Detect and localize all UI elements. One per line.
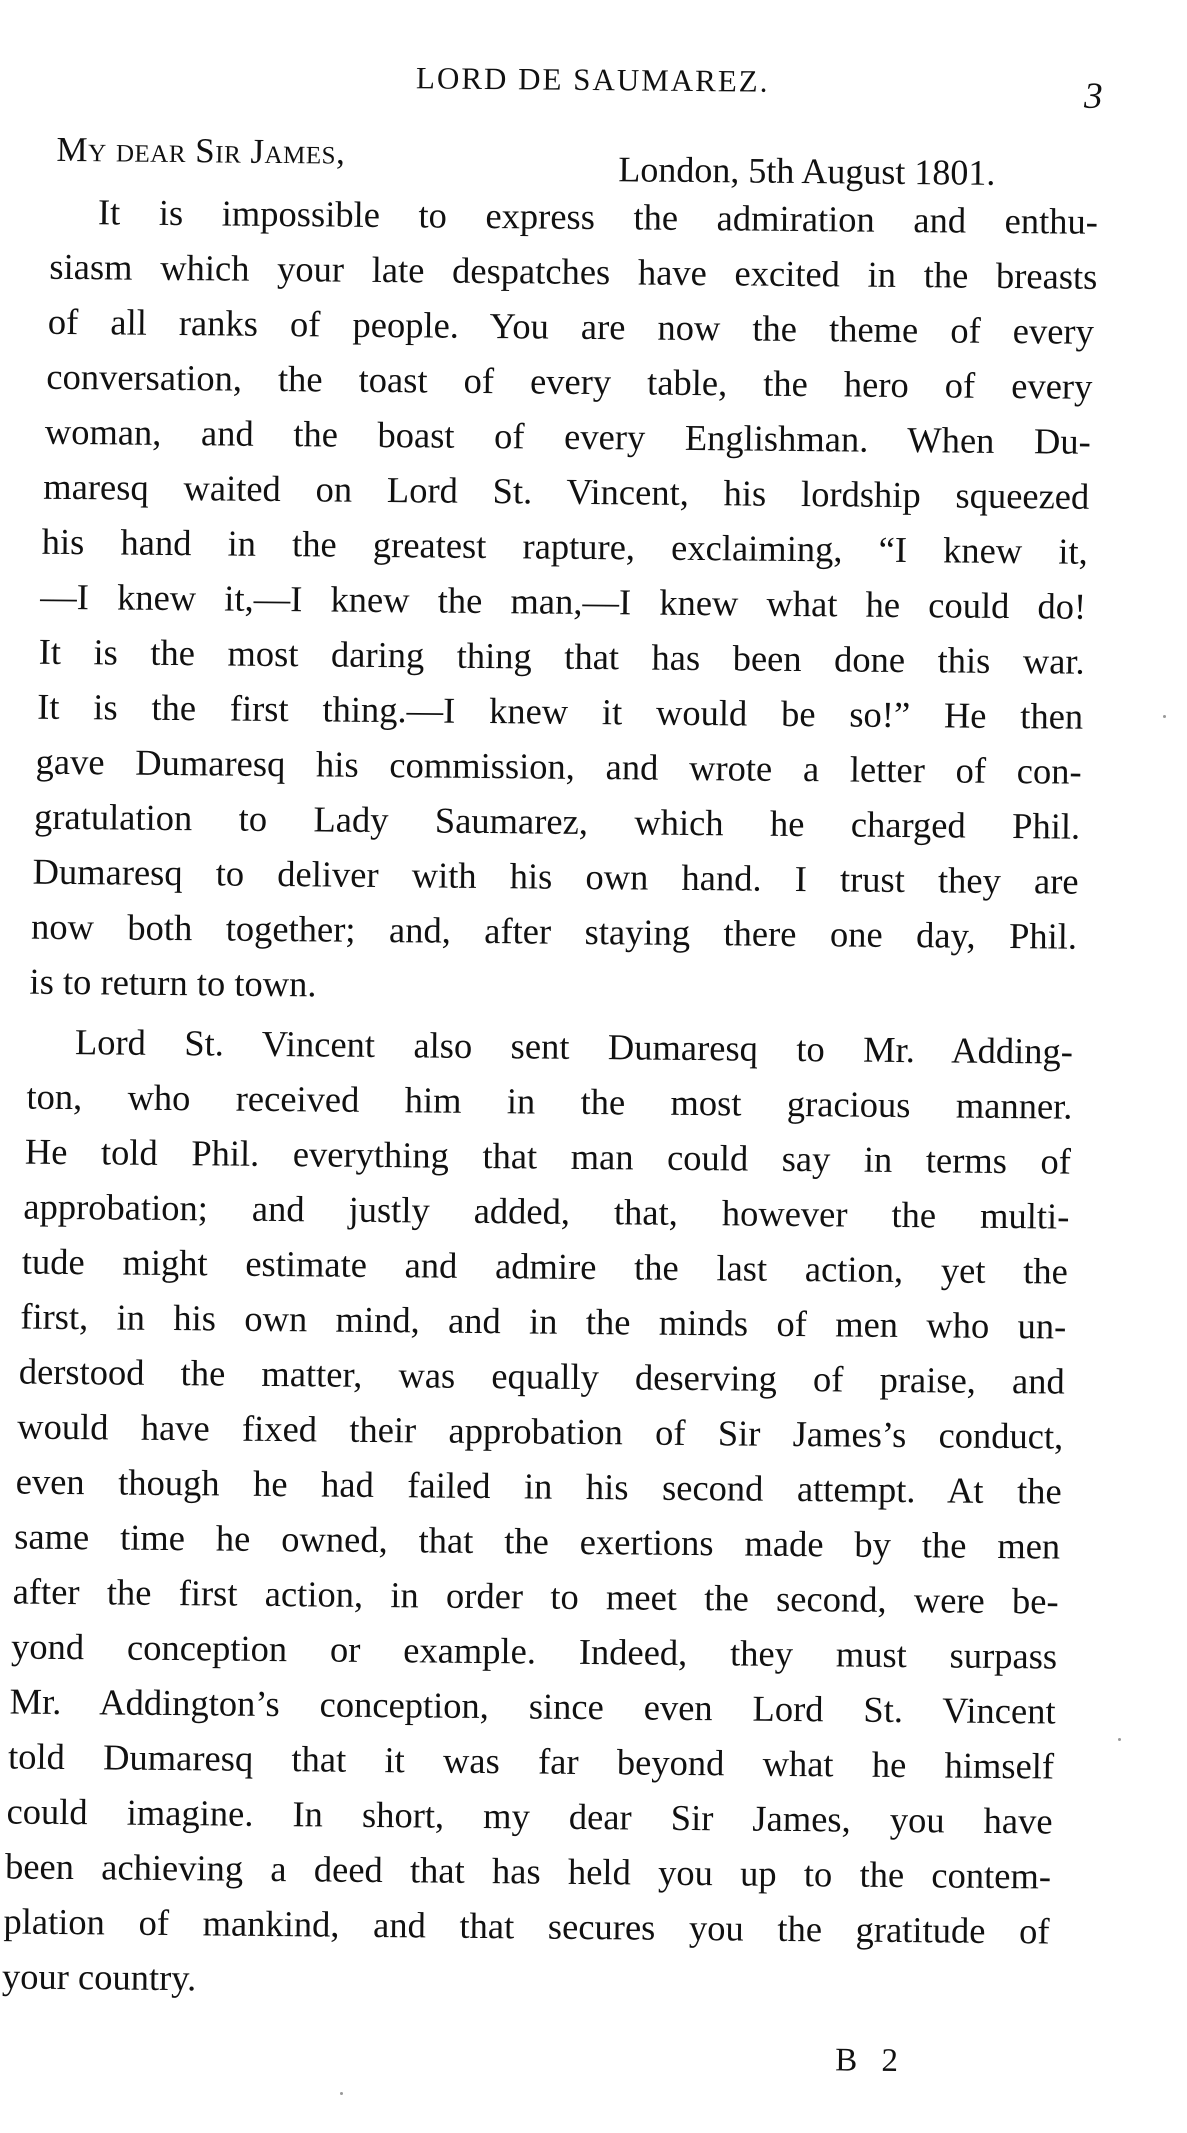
text-line: —I knew it,—I knew the man,—I knew what he could do! [40,575,1087,627]
text-line: Mr. Addington’s conception, since even Lord St. Vincent [9,1680,1056,1732]
text-line: He told Phil. everything that man could say in terms of [24,1130,1072,1182]
text-line: gave Dumaresq his commission, and wrote a letter of con- [35,740,1082,792]
text-line: yond conception or example. Indeed, they must surpass [10,1625,1058,1677]
text-line: derstood the matter, was equally deserving of praise, and [18,1350,1065,1402]
text-line: Lord St. Vincent also sent Dumaresq to Mr. Adding- [74,1021,1074,1072]
text-line: could imagine. In short, my dear Sir James, you have [6,1790,1053,1842]
text-line: ton, who received him in the most gracious manner. [26,1075,1073,1127]
text-line: after the first action, in order to meet the second, were be- [12,1570,1059,1622]
text-line: gratulation to Lady Saumarez, which he charged Phil. [33,795,1081,847]
text-line: same time he owned, that the exertions made by the men [14,1515,1061,1567]
text-line: told Dumaresq that it was far beyond what he himself [7,1735,1055,1787]
signature-mark: B 2 [835,2042,907,2080]
text-line: siasm which your late despatches have excited in the breasts [49,245,1098,297]
text-line: tude might estimate and admire the last action, yet the [21,1240,1069,1292]
text-line: maresq waited on Lord St. Vincent, his lordship squeezed [43,465,1090,517]
text-line: It is the most daring thing that has been done this war. [38,630,1085,682]
paper-speck [1163,715,1166,718]
letter-salutation: My dear Sir James, [56,129,346,172]
text-line: It is the first thing.—I knew it would be so!” He then [36,685,1084,737]
text-line: is to return to town. [29,960,317,1005]
text-line: conversation, the toast of every table, the hero of every [46,355,1093,407]
text-line: plation of mankind, and that secures you the gratitude of [3,1900,1050,1952]
text-line: Dumaresq to deliver with his own hand. I trust they are [32,850,1079,902]
text-line: even though he had failed in his second attempt. At the [15,1460,1062,1512]
text-line: first, in his own mind, and in the minds of men who un- [20,1295,1067,1347]
text-line: approbation; and justly added, that, however the multi- [23,1185,1070,1237]
paper-speck [340,2092,343,2095]
text-line: It is impossible to express the admiration and enthu- [97,191,1099,242]
text-line: of all ranks of people. You are now the theme of every [47,300,1095,352]
letter-dateline: London, 5th August 1801. [618,149,996,193]
text-line: his hand in the greatest rapture, exclaiming, “I knew it, [41,520,1088,572]
text-line: woman, and the boast of every Englishman. When Du- [44,410,1091,462]
paper-speck [1118,1738,1121,1741]
text-line: your country. [1,1955,197,1999]
page-number: 3 [1083,75,1103,117]
text-line: been achieving a deed that has held you up to the contem- [4,1845,1052,1897]
text-line: would have fixed their approbation of Sir James’s conduct, [17,1405,1064,1457]
running-title: LORD DE SAUMAREZ. [415,60,770,99]
text-line: now both together; and, after staying there one day, Phil. [30,905,1078,957]
